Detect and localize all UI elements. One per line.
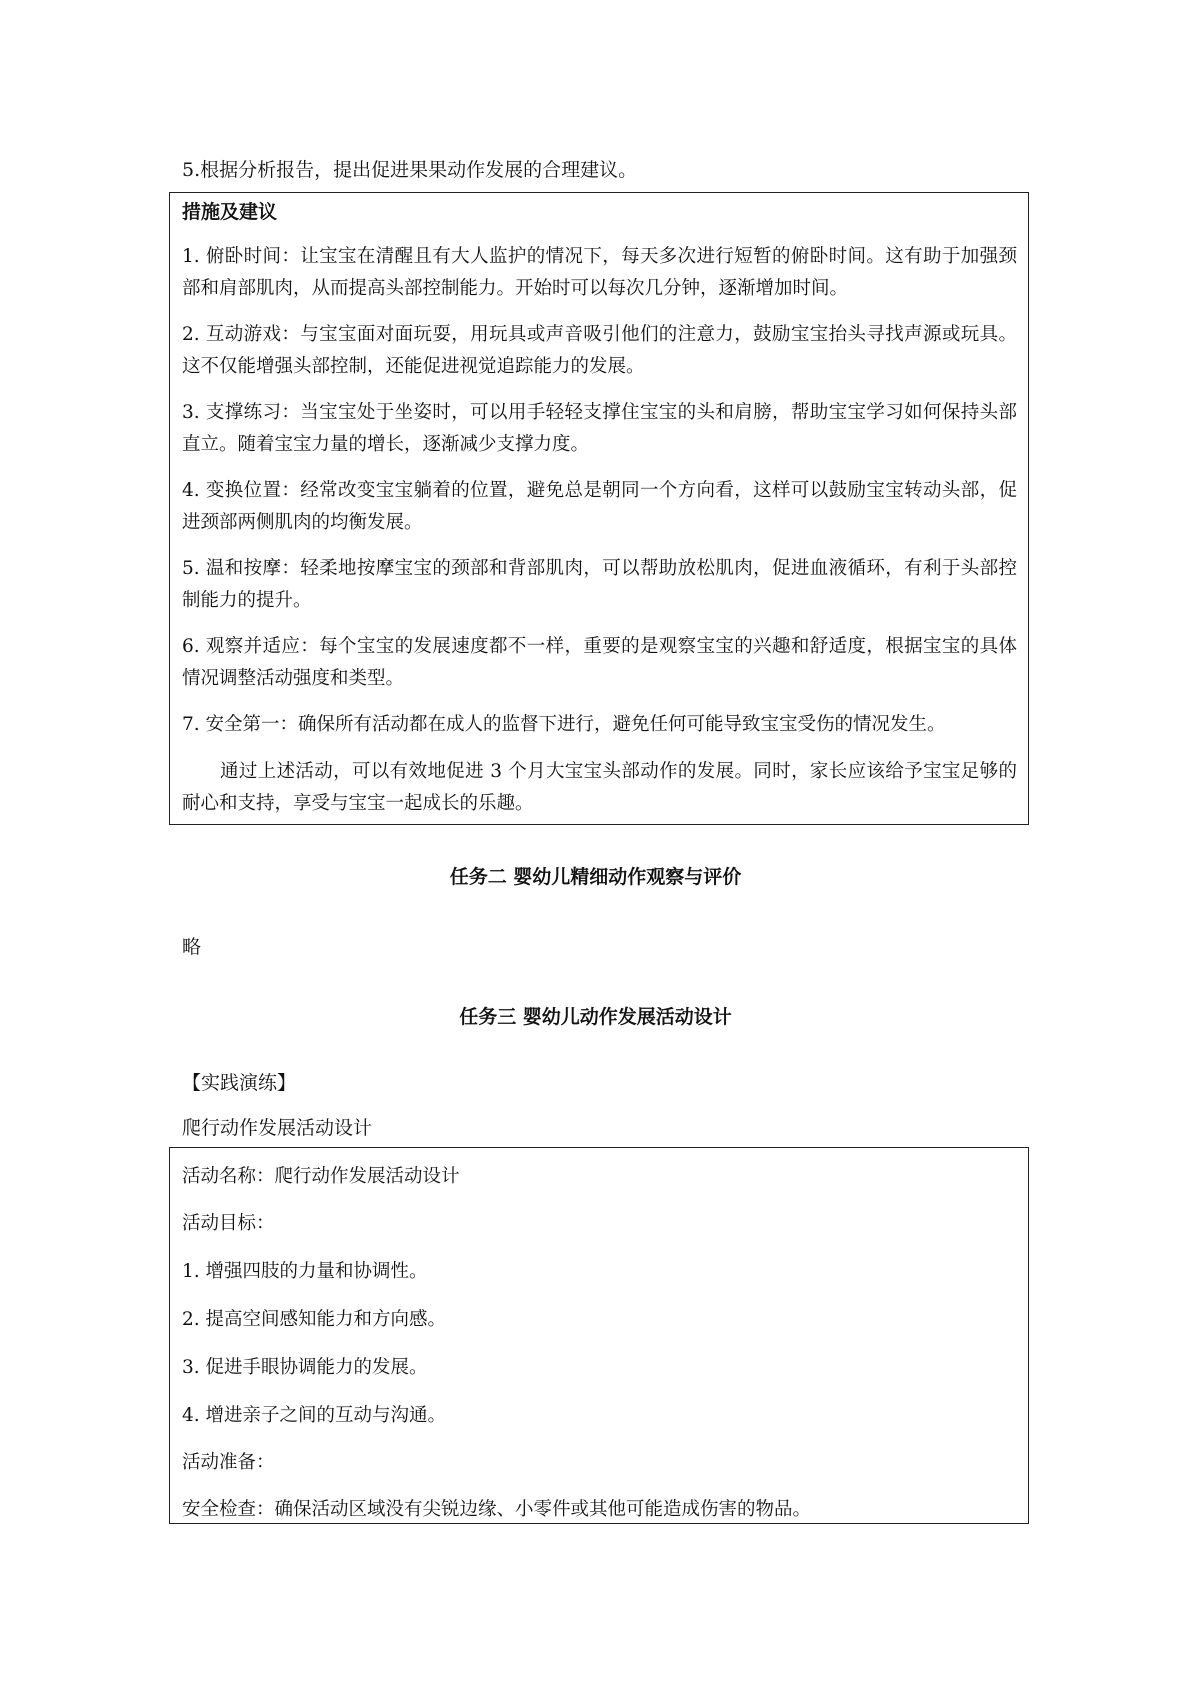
activity-name-line: 活动名称：爬行动作发展活动设计 xyxy=(182,1166,460,1187)
prep-label: 活动准备： xyxy=(182,1452,275,1473)
measure-item-6: 6. 观察并适应：每个宝宝的发展速度都不一样，重要的是观察宝宝的兴趣和舒适度，根据宝宝的具体情况调整活动强度和类型。 xyxy=(182,636,1017,689)
measures-heading: 措施及建议 xyxy=(182,201,278,223)
activity-subtitle: 爬行动作发展活动设计 xyxy=(182,1117,373,1139)
activity-box xyxy=(169,1147,1029,1524)
measure-item-1: 1. 俯卧时间：让宝宝在清醒且有大人监护的情况下，每天多次进行短暂的俯卧时间。这有助于加强颈部和肩部肌肉，从而提高头部控制能力。开始时可以每次几分钟，逐渐增加时间。 xyxy=(182,246,1017,299)
goal-item-3: 3. 促进手眼协调能力的发展。 xyxy=(182,1357,428,1378)
safety-line: 安全检查：确保活动区域没有尖锐边缘、小零件或其他可能造成伤害的物品。 xyxy=(182,1499,812,1520)
measure-item-5: 5. 温和按摩：轻柔地按摩宝宝的颈部和背部肌肉，可以帮助放松肌肉，促进血液循环，有利于头部控制能力的提升。 xyxy=(182,558,1017,611)
task3-title: 任务三 婴幼儿动作发展活动设计 xyxy=(459,1006,732,1028)
goal-item-2: 2. 提高空间感知能力和方向感。 xyxy=(182,1309,447,1330)
goals-label: 活动目标： xyxy=(182,1213,275,1234)
goal-item-4: 4. 增进亲子之间的互动与沟通。 xyxy=(182,1405,447,1426)
measures-box xyxy=(169,192,1029,825)
measure-item-7: 7. 安全第一：确保所有活动都在成人的监督下进行，避免任何可能导致宝宝受伤的情况发生。 xyxy=(182,714,946,735)
task2-title: 任务二 婴幼儿精细动作观察与评价 xyxy=(449,866,742,888)
intro-line: 5.根据分析报告，提出促进果果动作发展的合理建议。 xyxy=(182,159,638,181)
measure-item-4: 4. 变换位置：经常改变宝宝躺着的位置，避免总是朝同一个方向看，这样可以鼓励宝宝转动头部，促进颈部两侧肌肉的均衡发展。 xyxy=(182,480,1017,533)
measure-summary: 通过上述活动，可以有效地促进 3 个月大宝宝头部动作的发展。同时，家长应该给予宝宝足够的耐心和支持，享受与宝宝一起成长的乐趣。 xyxy=(182,761,1017,814)
goal-item-1: 1. 增强四肢的力量和协调性。 xyxy=(182,1261,428,1282)
task2-body: 略 xyxy=(182,936,202,958)
section-label: 【实践演练】 xyxy=(182,1072,297,1094)
measure-item-2: 2. 互动游戏：与宝宝面对面玩耍，用玩具或声音吸引他们的注意力，鼓励宝宝抬头寻找声源或玩具。这不仅能增强头部控制，还能促进视觉追踪能力的发展。 xyxy=(182,324,1017,377)
measure-item-3: 3. 支撑练习：当宝宝处于坐姿时，可以用手轻轻支撑住宝宝的头和肩膀，帮助宝宝学习如何保持头部直立。随着宝宝力量的增长，逐渐减少支撑力度。 xyxy=(182,402,1017,455)
